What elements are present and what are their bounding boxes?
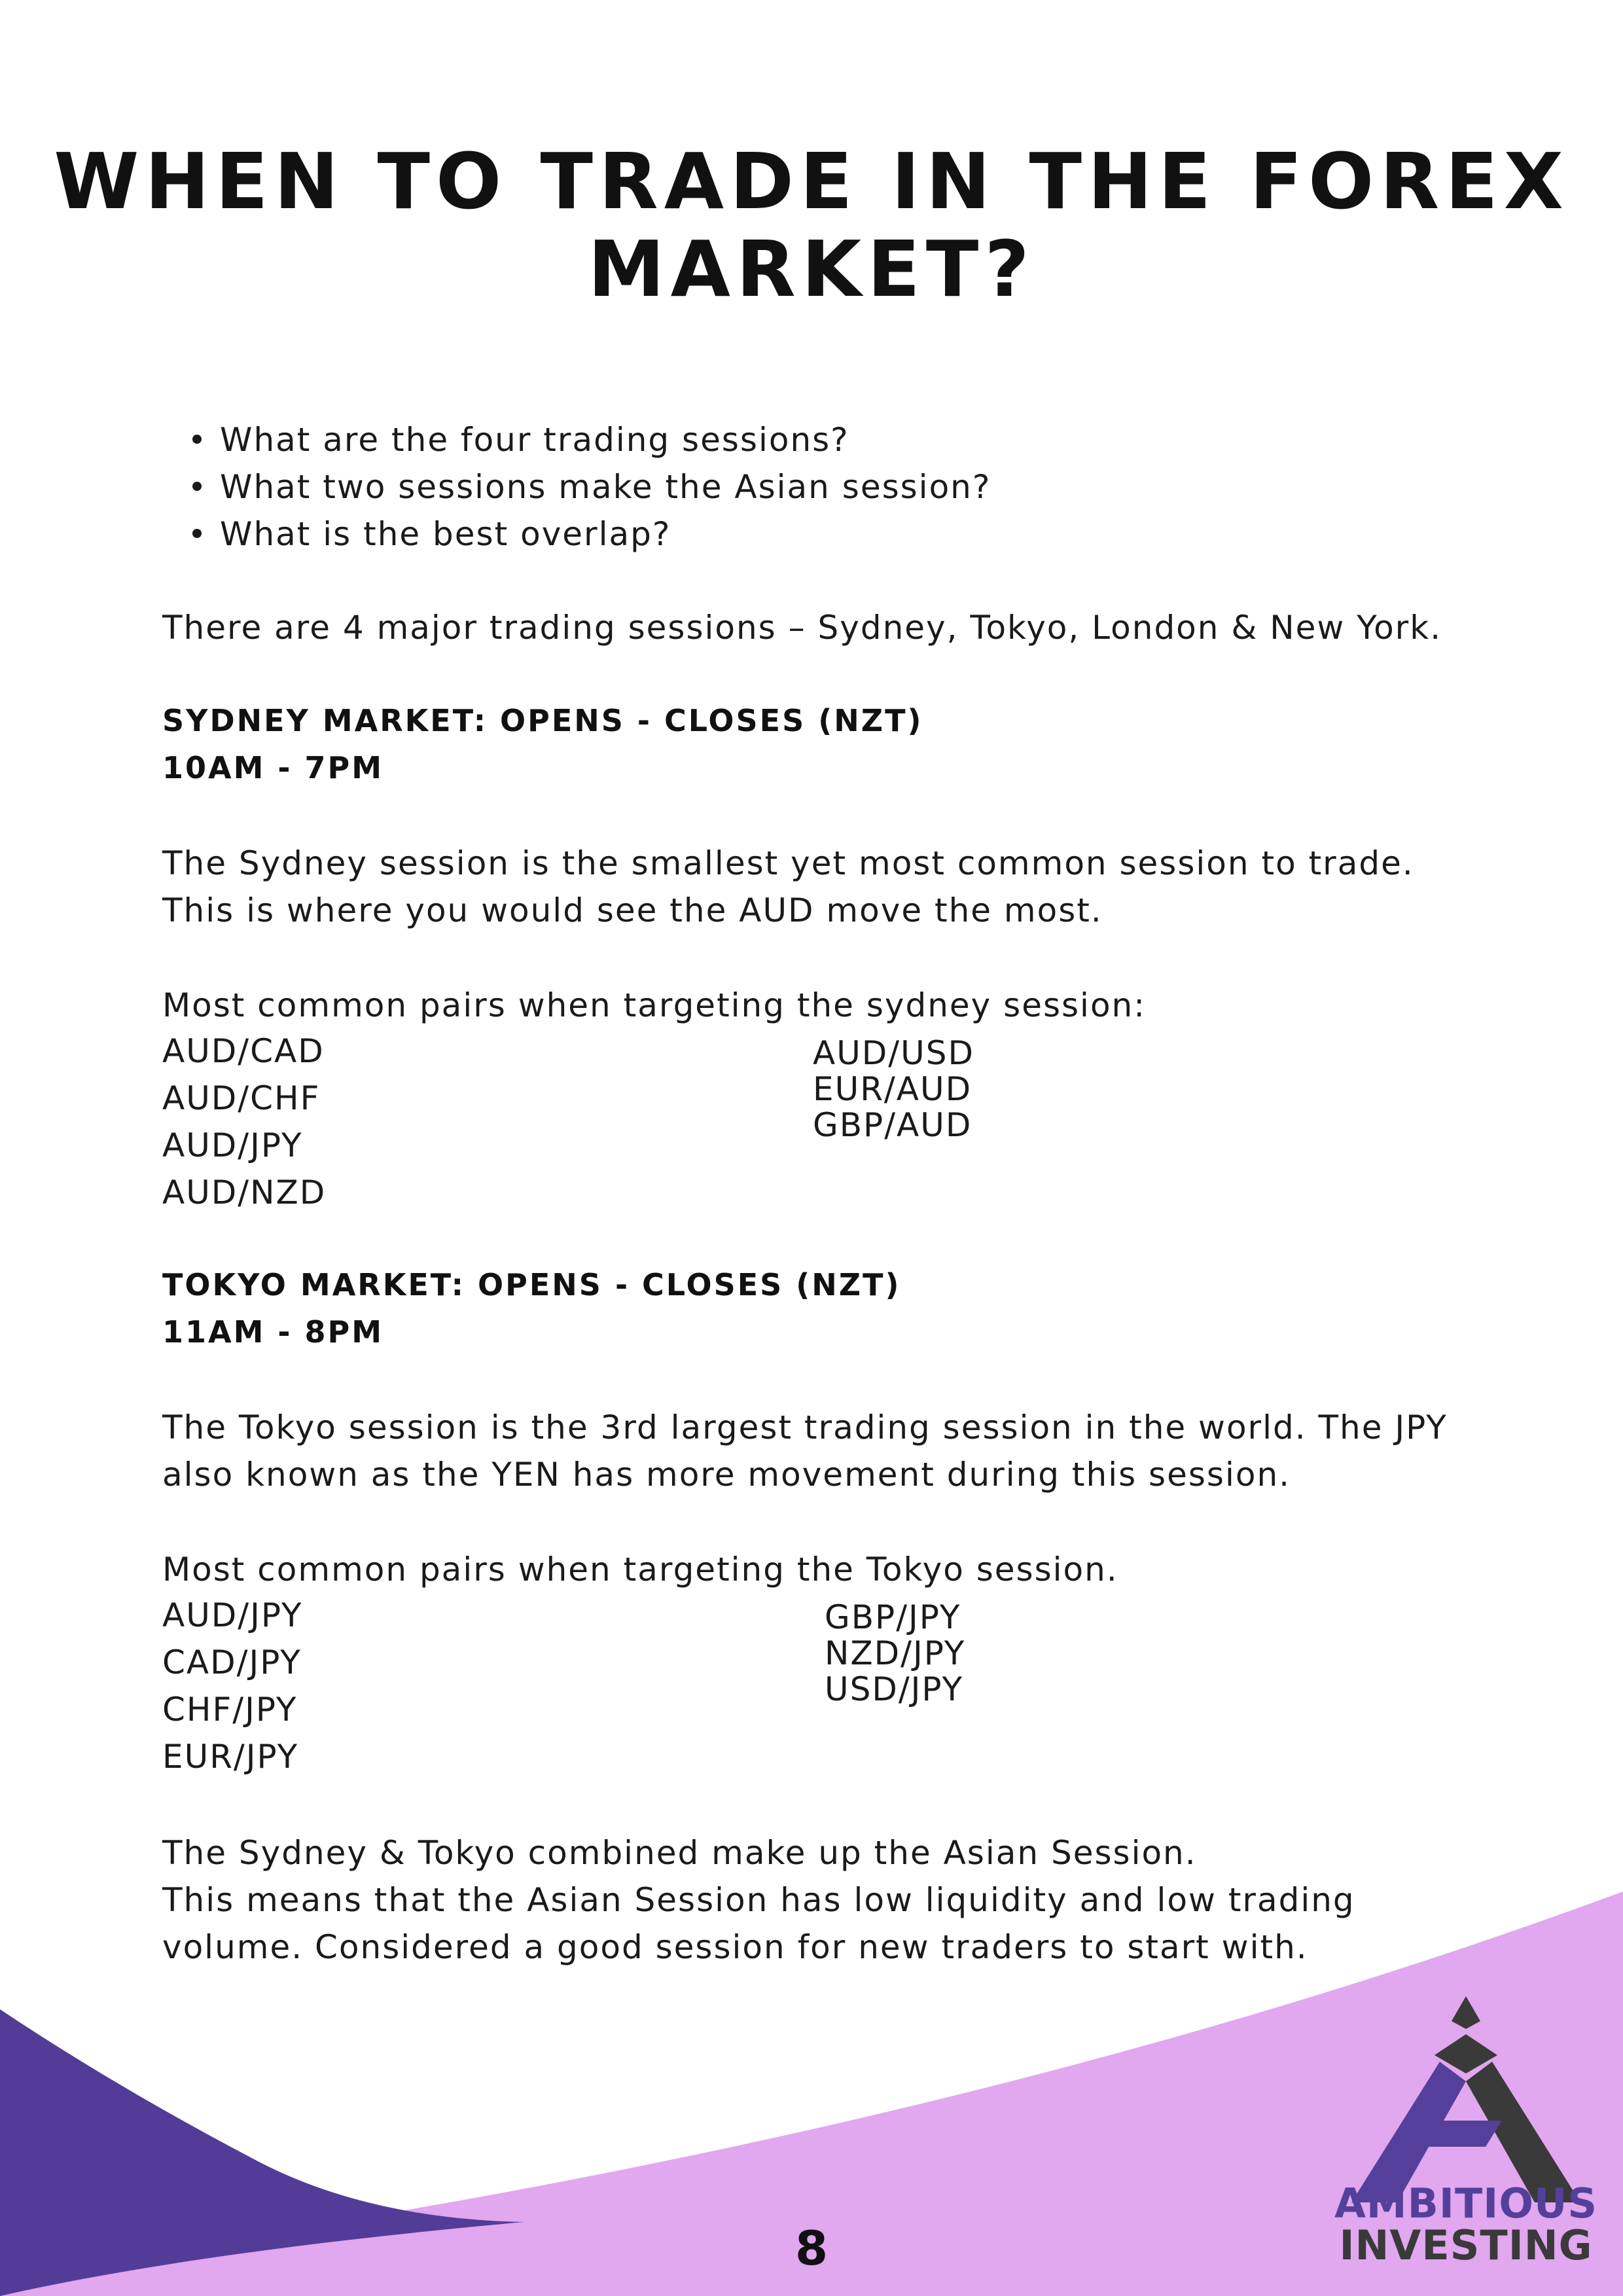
logo-text-line-1: AMBITIOUS [1334, 2179, 1598, 2227]
asian-session-line-1: The Sydney & Tokyo combined make up the Asian Session. [162, 1834, 1197, 1872]
currency-pair: CHF/JPY [162, 1691, 298, 1729]
sydney-description-line-1: The Sydney session is the smallest yet most common session to trade. [162, 844, 1414, 882]
currency-pair: NZD/JPY [825, 1634, 966, 1672]
currency-pair: EUR/AUD [813, 1070, 972, 1108]
currency-pair: AUD/CAD [162, 1032, 325, 1070]
sydney-pairs-intro: Most common pairs when targeting the sydney session: [162, 986, 1147, 1024]
question-item: What two sessions make the Asian session? [190, 463, 991, 511]
currency-pair: CAD/JPY [162, 1643, 302, 1681]
currency-pair: AUD/NZD [162, 1174, 327, 1211]
tokyo-pairs-intro: Most common pairs when targeting the Tokyo session. [162, 1551, 1118, 1588]
tokyo-description-line-2: also known as the YEN has more movement during this session. [162, 1456, 1291, 1494]
sydney-heading: SYDNEY MARKET: OPENS - CLOSES (NZT) [162, 703, 923, 738]
questions-list [190, 416, 991, 558]
page-title-line-1: WHEN TO TRADE IN THE FOREX [54, 136, 1569, 226]
currency-pair: AUD/JPY [162, 1596, 303, 1634]
sydney-description-line-2: This is where you would see the AUD move the most. [162, 891, 1103, 929]
currency-pair: AUD/CHF [162, 1079, 321, 1117]
currency-pair: USD/JPY [825, 1670, 964, 1708]
tokyo-heading: TOKYO MARKET: OPENS - CLOSES (NZT) [162, 1267, 901, 1302]
currency-pair: EUR/JPY [162, 1738, 299, 1776]
currency-pair: GBP/AUD [813, 1106, 972, 1144]
page-title [0, 137, 1623, 313]
sydney-hours: 10AM - 7PM [162, 750, 384, 785]
question-item: What are the four trading sessions? [190, 416, 991, 463]
page-number: 8 [794, 2221, 829, 2276]
tokyo-pairs-right-list [825, 1600, 965, 1708]
logo-wordmark [1332, 2179, 1600, 2269]
logo-text-line-2: INVESTING [1339, 2221, 1593, 2269]
currency-pair: AUD/USD [813, 1034, 974, 1072]
sydney-pairs-left-list [162, 1028, 326, 1216]
asian-session-line-2: This means that the Asian Session has low liquidity and low trading [162, 1881, 1355, 1919]
currency-pair: AUD/JPY [162, 1126, 303, 1164]
tokyo-hours: 11AM - 8PM [162, 1314, 384, 1350]
question-item: What is the best overlap? [190, 511, 991, 558]
tokyo-description-line-1: The Tokyo session is the 3rd largest trading session in the world. The JPY [162, 1408, 1448, 1446]
sydney-pairs-right-list [813, 1035, 974, 1143]
intro-paragraph: There are 4 major trading sessions – Sydney, Tokyo, London & New York. [162, 609, 1442, 647]
currency-pair: GBP/JPY [825, 1598, 961, 1636]
tokyo-pairs-left-list [162, 1592, 303, 1780]
asian-session-line-3: volume. Considered a good session for new traders to start with. [162, 1928, 1308, 1966]
page-title-line-2: MARKET? [588, 224, 1035, 314]
